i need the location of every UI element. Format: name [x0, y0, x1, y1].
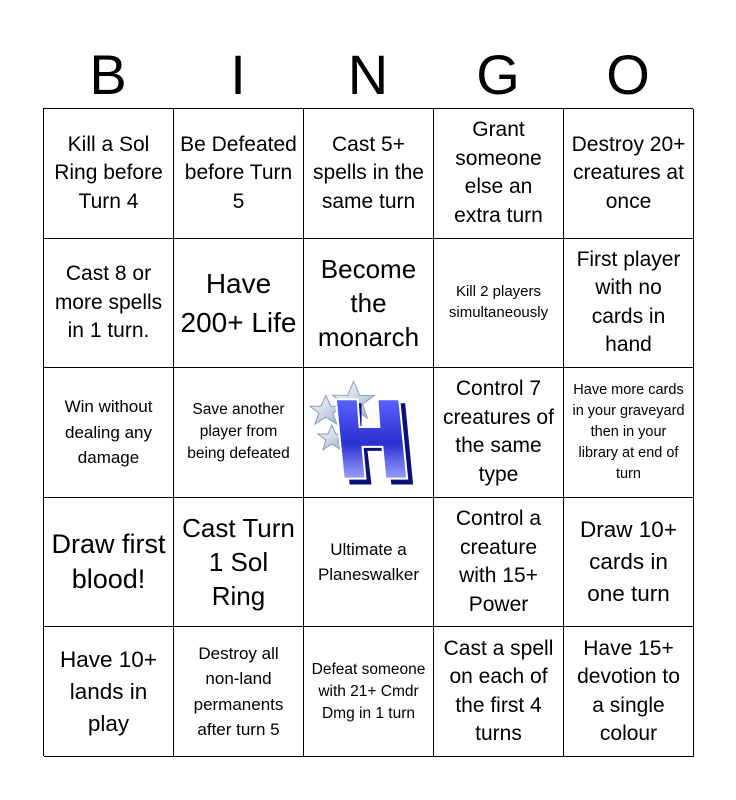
cell-text: Destroy 20+ creatures at once: [571, 132, 686, 213]
cell-text: Have 10+ lands in play: [60, 646, 157, 736]
cell-text: Draw 10+ cards in one turn: [580, 517, 677, 607]
header-letter-i: I: [230, 43, 246, 106]
cell-text: Ultimate a Planeswalker: [317, 539, 420, 585]
bingo-cell[interactable]: [44, 368, 174, 498]
bingo-cell[interactable]: [174, 109, 304, 239]
cell-text: Cast 5+ spells in the same turn: [313, 132, 424, 213]
cell-text: Become the monarch: [317, 253, 420, 352]
bingo-cell[interactable]: [304, 109, 434, 239]
bingo-cell[interactable]: [564, 498, 694, 628]
bingo-cell[interactable]: [434, 368, 564, 498]
cell-text: Cast Turn 1 Sol Ring: [182, 513, 295, 612]
cell-text: Kill a Sol Ring before Turn 4: [54, 132, 163, 213]
bingo-cell[interactable]: [564, 368, 694, 498]
bingo-cell[interactable]: [44, 239, 174, 369]
cell-text: Have 200+ Life: [180, 267, 297, 338]
bingo-cell[interactable]: [174, 239, 304, 369]
bingo-cell[interactable]: [304, 239, 434, 369]
cell-text: Control a creature with 15+ Power: [455, 507, 542, 616]
bingo-cell[interactable]: [434, 627, 564, 757]
cell-text: Save another player from being defeated: [187, 401, 290, 463]
header-letter-b: B: [89, 43, 127, 106]
bingo-cell[interactable]: [564, 109, 694, 239]
cell-text: Cast 8 or more spells in 1 turn.: [54, 262, 163, 343]
cell-text: Cast a spell on each of the first 4 turns: [443, 636, 554, 746]
bingo-cell[interactable]: [564, 627, 694, 757]
bingo-header: [43, 42, 693, 108]
cell-text: Kill 2 players simultaneously: [448, 283, 549, 321]
cell-text: Be Defeated before Turn 5: [180, 132, 297, 213]
cell-text: Grant someone else an extra turn: [454, 118, 543, 227]
bingo-cell[interactable]: [44, 627, 174, 757]
cell-text: Control 7 creatures of the same type: [443, 377, 554, 486]
bingo-cell[interactable]: [434, 498, 564, 628]
cell-text: Defeat someone with 21+ Cmdr Dmg in 1 turn: [311, 660, 426, 722]
bingo-cell[interactable]: [304, 498, 434, 628]
cell-text: First player with no cards in hand: [576, 247, 681, 357]
cell-text: Destroy all non-land permanents after turn 5: [193, 643, 284, 740]
bingo-cell[interactable]: [434, 239, 564, 369]
bingo-cell[interactable]: [44, 498, 174, 628]
bingo-cell[interactable]: [174, 498, 304, 628]
cell-text: Have 15+ devotion to a single colour: [577, 636, 680, 746]
header-letter-o: O: [606, 43, 650, 106]
bingo-board: [43, 108, 693, 756]
bingo-cell[interactable]: [564, 239, 694, 369]
bingo-cell[interactable]: [44, 109, 174, 239]
cell-text: Win without dealing any damage: [64, 397, 153, 468]
cell-text: Have more cards in your graveyard then in your library at end of turn: [572, 381, 685, 482]
cell-text: Draw first blood!: [51, 529, 166, 595]
header-letter-n: N: [347, 43, 389, 106]
bingo-cell[interactable]: [174, 627, 304, 757]
free-space-cell[interactable]: [304, 368, 434, 498]
star-h-logo-icon: [310, 373, 427, 491]
bingo-cell[interactable]: [304, 627, 434, 757]
header-letter-g: G: [476, 43, 520, 106]
bingo-cell[interactable]: [434, 109, 564, 239]
bingo-cell[interactable]: [174, 368, 304, 498]
